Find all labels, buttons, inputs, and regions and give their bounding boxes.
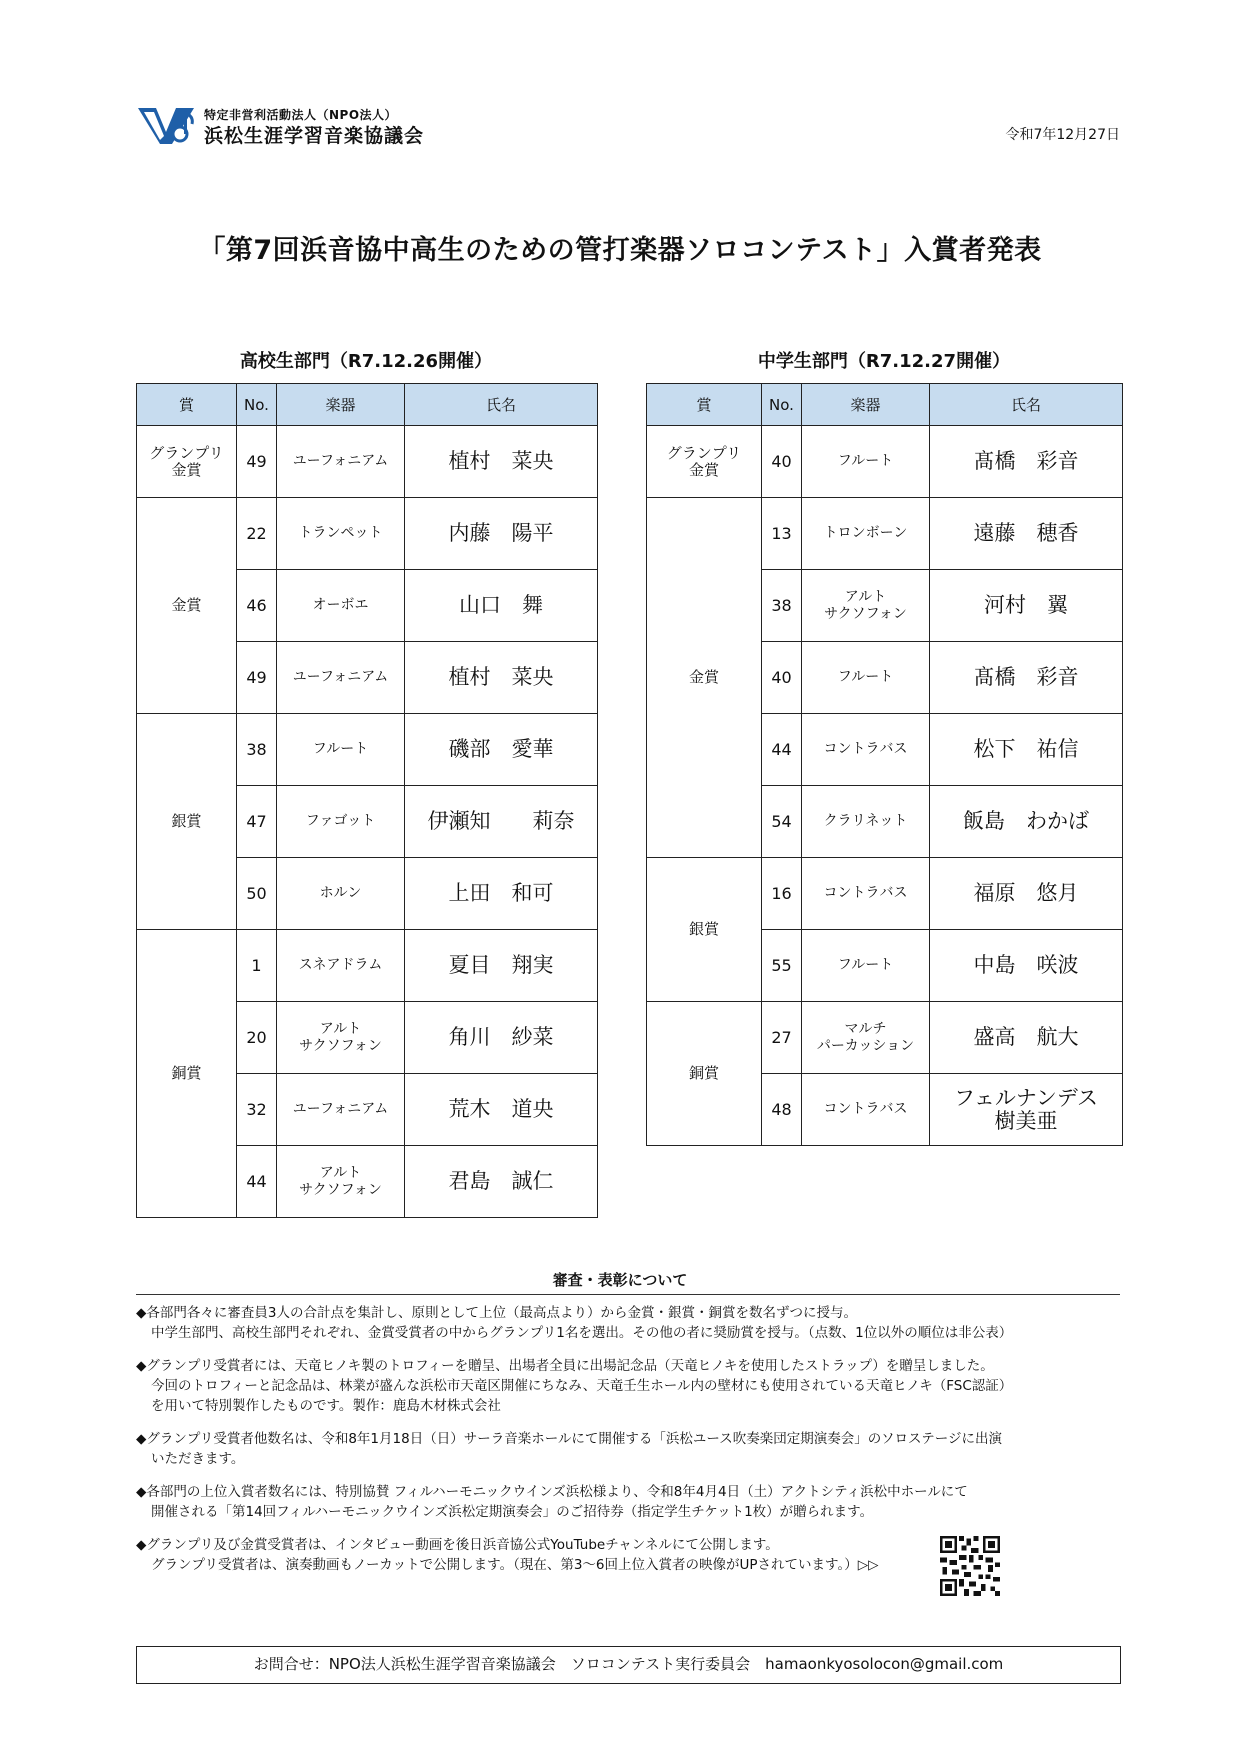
entry-number-cell: 38: [762, 570, 802, 642]
winner-name-cell: [405, 858, 598, 930]
instrument-cell: [277, 1002, 405, 1074]
text-line: コントラバス: [823, 1101, 908, 1117]
entry-number-cell: 50: [237, 858, 277, 930]
entry-number-cell: 54: [762, 786, 802, 858]
instrument-cell: [277, 930, 405, 1002]
text-line: フェルナンデス: [953, 1085, 1099, 1110]
text-line: 金賞: [171, 596, 202, 614]
entry-number-cell: 49: [237, 642, 277, 714]
column-header-no: No.: [762, 384, 802, 426]
entry-number-cell: 27: [762, 1002, 802, 1074]
text-line: トロンボーン: [823, 525, 908, 541]
instrument-cell: [802, 498, 930, 570]
text-line: 髙橋 彩音: [973, 665, 1079, 689]
instrument-cell: [277, 1146, 405, 1218]
instrument-cell: [802, 1074, 930, 1146]
contact-info: お問合せ：NPO法人浜松生涯学習音楽協議会 ソロコンテスト実行委員会 hamaonkyosolocon@gmail.com: [136, 1646, 1121, 1684]
table-body: [137, 426, 598, 1218]
text-line: 夏目 翔実: [448, 953, 554, 977]
award-cell: [137, 498, 237, 714]
winner-name-cell: [405, 642, 598, 714]
notes-divider: [136, 1294, 1120, 1295]
winner-name-cell: [930, 1074, 1123, 1146]
entry-number-cell: 40: [762, 642, 802, 714]
page-title: 「第7回浜音協中高生のための管打楽器ソロコンテスト」入賞者発表: [198, 235, 1042, 266]
instrument-cell: [802, 570, 930, 642]
issue-date: 令和7年12月27日: [1005, 127, 1120, 143]
text-line: 磯部 愛華: [448, 737, 554, 761]
text-line: アルト: [319, 1164, 362, 1181]
instrument-cell: [277, 858, 405, 930]
instrument-cell: [802, 714, 930, 786]
note-line: 今回のトロフィーと記念品は、林業が盛んな浜松市天竜区開催にちなみ、天竜壬生ホール内の壁材にも使用されている天竜ヒノキ（FSC認証）: [151, 1378, 1013, 1394]
text-line: ホルン: [319, 885, 362, 901]
table-header-row: [647, 384, 1123, 426]
text-line: 君島 誠仁: [448, 1169, 554, 1193]
text-line: ファゴット: [305, 813, 376, 829]
text-line: 荒木 道央: [448, 1097, 554, 1121]
entry-number-cell: 1: [237, 930, 277, 1002]
notes-list: [136, 1303, 1076, 1588]
notes-heading: 審査・表彰について: [552, 1271, 688, 1289]
winner-name-cell: [405, 714, 598, 786]
column-header-no: No.: [237, 384, 277, 426]
winner-name-cell: [405, 1146, 598, 1218]
text-line: 金賞: [688, 668, 719, 686]
table-row: [647, 858, 1123, 930]
award-cell: [647, 426, 762, 498]
entry-number-cell: 55: [762, 930, 802, 1002]
text-line: 金賞: [688, 460, 719, 479]
text-line: フルート: [312, 741, 369, 757]
entry-number-cell: 13: [762, 498, 802, 570]
text-line: コントラバス: [823, 885, 908, 901]
instrument-cell: [802, 930, 930, 1002]
text-line: 銀賞: [688, 920, 719, 938]
table-row: [137, 714, 598, 786]
column-header-name: 氏名: [930, 384, 1123, 426]
award-cell: [137, 714, 237, 930]
instrument-cell: [277, 1074, 405, 1146]
award-cell: [137, 930, 237, 1218]
column-header-award: 賞: [137, 384, 237, 426]
instrument-cell: [277, 642, 405, 714]
text-line: ユーフォニアム: [292, 669, 389, 685]
text-line: コントラバス: [823, 741, 908, 757]
note-item: [136, 1535, 1076, 1575]
award-cell: [647, 1002, 762, 1146]
text-line: 植村 菜央: [448, 449, 554, 473]
text-line: グランプリ: [666, 443, 742, 462]
text-line: 河村 翼: [984, 593, 1068, 617]
note-line: ◆グランプリ受賞者には、天竜ヒノキ製のトロフィーを贈呈、出場者全員に出場記念品（天竜ヒノキを使用したストラップ）を贈呈しました。: [136, 1358, 994, 1374]
table-header-row: [137, 384, 598, 426]
instrument-cell: [802, 1002, 930, 1074]
instrument-cell: [277, 714, 405, 786]
text-line: 松下 祐信: [973, 737, 1079, 761]
text-line: 髙橋 彩音: [973, 449, 1079, 473]
middle-school-results-table: [646, 383, 1123, 1146]
qr-code-icon: [940, 1536, 1000, 1596]
table-row: [647, 498, 1123, 570]
entry-number-cell: 32: [237, 1074, 277, 1146]
text-line: マルチ: [844, 1020, 887, 1037]
text-line: 銅賞: [171, 1064, 202, 1082]
note-line: ◆各部門の上位入賞者数名には、特別協賛 フィルハーモニックウインズ浜松様より、令和8年4月4日（土）アクトシティ浜松中ホールにて: [136, 1484, 968, 1500]
note-item: [136, 1429, 1076, 1469]
entry-number-cell: 44: [237, 1146, 277, 1218]
text-line: 飯島 わかば: [963, 809, 1089, 833]
award-cell: [647, 498, 762, 858]
note-line: を用いて特別製作したものです。製作：鹿島木材株式会社: [151, 1398, 501, 1414]
instrument-cell: [802, 786, 930, 858]
text-line: フルート: [837, 669, 894, 685]
note-line: 中学生部門、高校生部門それぞれ、金賞受賞者の中からグランプリ1名を選出。その他の者に奨励賞を授与。（点数、1位以外の順位は非公表）: [151, 1325, 1013, 1341]
text-line: クラリネット: [823, 813, 908, 829]
table-row: [137, 930, 598, 1002]
note-line: いただきます。: [151, 1451, 245, 1467]
winner-name-cell: [930, 498, 1123, 570]
text-line: 金賞: [171, 460, 202, 479]
note-item: [136, 1303, 1076, 1343]
entry-number-cell: 44: [762, 714, 802, 786]
table-row: [647, 1002, 1123, 1074]
text-line: フルート: [837, 453, 894, 469]
note-item: [136, 1356, 1076, 1416]
entry-number-cell: 47: [237, 786, 277, 858]
instrument-cell: [277, 786, 405, 858]
note-line: 開催される「第14回フィルハーモニックウインズ浜松定期演奏会」のご招待券（指定学生チケット1枚）が贈られます。: [151, 1504, 874, 1520]
org-name: 浜松生涯学習音楽協議会: [204, 125, 425, 147]
text-line: スネアドラム: [298, 957, 383, 973]
text-line: ユーフォニアム: [292, 1101, 389, 1117]
text-line: 伊瀬知 莉奈: [427, 809, 575, 833]
text-line: フルート: [837, 957, 894, 973]
note-line: ◆グランプリ及び金賞受賞者は、インタビュー動画を後日浜音協公式YouTubeチャンネルにて公開します。: [136, 1537, 779, 1553]
text-line: 内藤 陽平: [448, 521, 554, 545]
text-line: トランペット: [298, 525, 383, 541]
entry-number-cell: 46: [237, 570, 277, 642]
table-body: [647, 426, 1123, 1146]
header: [136, 102, 1120, 150]
winner-name-cell: [930, 1002, 1123, 1074]
text-line: サクソフォン: [299, 1037, 382, 1054]
text-line: 山口 舞: [459, 593, 543, 617]
high-school-section-title: 高校生部門（R7.12.26開催）: [239, 351, 493, 372]
winner-name-cell: [405, 786, 598, 858]
text-line: 盛高 航大: [973, 1025, 1079, 1049]
column-header-award: 賞: [647, 384, 762, 426]
high-school-results-table: [136, 383, 598, 1218]
entry-number-cell: 48: [762, 1074, 802, 1146]
org-logo-icon: [136, 104, 198, 146]
text-line: パーカッション: [816, 1037, 915, 1054]
winner-name-cell: [930, 786, 1123, 858]
entry-number-cell: 20: [237, 1002, 277, 1074]
note-item: [136, 1482, 1076, 1522]
award-cell: [647, 858, 762, 1002]
text-line: 植村 菜央: [448, 665, 554, 689]
entry-number-cell: 38: [237, 714, 277, 786]
instrument-cell: [277, 426, 405, 498]
entry-number-cell: 49: [237, 426, 277, 498]
text-line: ユーフォニアム: [292, 453, 389, 469]
text-line: 角川 紗菜: [448, 1025, 554, 1049]
instrument-cell: [802, 858, 930, 930]
winner-name-cell: [405, 930, 598, 1002]
text-line: 樹美亜: [994, 1108, 1058, 1133]
winner-name-cell: [930, 570, 1123, 642]
column-header-name: 氏名: [405, 384, 598, 426]
note-line: ◆グランプリ受賞者他数名は、令和8年1月18日（日）サーラ音楽ホールにて開催する「浜松ユース吹奏楽団定期演奏会」のソロステージに出演: [136, 1431, 1002, 1447]
note-line: グランプリ受賞者は、演奏動画もノーカットで公開します。（現在、第3～6回上位入賞者の映像がUPされています。）▷▷: [151, 1557, 879, 1573]
winner-name-cell: [405, 1074, 598, 1146]
text-line: 遠藤 穂香: [973, 521, 1079, 545]
winner-name-cell: [405, 1002, 598, 1074]
instrument-cell: [277, 498, 405, 570]
text-line: 銀賞: [171, 812, 202, 830]
entry-number-cell: 22: [237, 498, 277, 570]
text-line: オーボエ: [312, 597, 369, 613]
instrument-cell: [277, 570, 405, 642]
winner-name-cell: [930, 714, 1123, 786]
instrument-cell: [802, 642, 930, 714]
column-header-instrument: 楽器: [277, 384, 405, 426]
table-row: [647, 426, 1123, 498]
org-type-label: 特定非営利活動法人（NPO法人）: [204, 108, 398, 122]
text-line: 上田 和可: [448, 881, 554, 905]
middle-school-section-title: 中学生部門（R7.12.27開催）: [757, 351, 1011, 372]
winner-name-cell: [930, 930, 1123, 1002]
winner-name-cell: [405, 570, 598, 642]
winner-name-cell: [930, 426, 1123, 498]
winner-name-cell: [405, 498, 598, 570]
text-line: サクソフォン: [824, 605, 907, 622]
award-cell: [137, 426, 237, 498]
text-line: グランプリ: [149, 443, 224, 462]
entry-number-cell: 16: [762, 858, 802, 930]
text-line: 中島 咲波: [973, 953, 1079, 977]
text-line: アルト: [319, 1020, 362, 1037]
winner-name-cell: [930, 858, 1123, 930]
column-header-instrument: 楽器: [802, 384, 930, 426]
text-line: アルト: [844, 588, 887, 605]
table-row: [137, 426, 598, 498]
winner-name-cell: [930, 642, 1123, 714]
text-line: 福原 悠月: [973, 881, 1079, 905]
entry-number-cell: 40: [762, 426, 802, 498]
instrument-cell: [802, 426, 930, 498]
text-line: 銅賞: [688, 1064, 719, 1082]
winner-name-cell: [405, 426, 598, 498]
table-row: [137, 498, 598, 570]
text-line: サクソフォン: [299, 1181, 382, 1198]
note-line: ◆各部門各々に審査員3人の合計点を集計し、原則として上位（最高点より）から金賞・銀賞・銅賞を数名ずつに授与。: [136, 1305, 857, 1321]
